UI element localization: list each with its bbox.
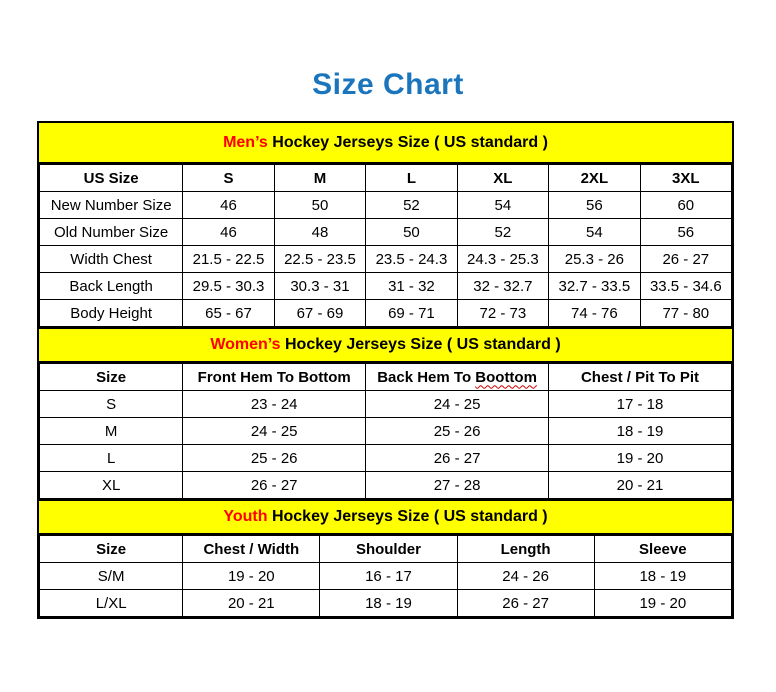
column-header-text: Back Hem To [377,368,476,386]
size-cell: 52 [366,192,457,219]
column-header [366,364,549,391]
row-label: XL [40,472,183,499]
youth-section-header [39,499,732,535]
row-label: New Number Size [40,192,183,219]
size-cell: 31 - 32 [366,273,457,300]
size-cell: 60 [640,192,731,219]
size-cell: 46 [183,192,274,219]
row-label: Width Chest [40,246,183,273]
row-label: L [40,445,183,472]
youth-header-row [40,536,732,563]
misspelled-word: Boottom [475,368,537,386]
size-cell: 77 - 80 [640,300,731,327]
size-cell: 50 [366,219,457,246]
column-header: XL [457,165,548,192]
size-cell: 21.5 - 22.5 [183,246,274,273]
table-row [40,219,732,246]
size-cell: 30.3 - 31 [274,273,365,300]
column-header: Chest / Pit To Pit [549,364,732,391]
table-row [40,300,732,327]
size-cell: 48 [274,219,365,246]
table-row [40,192,732,219]
size-cell: 54 [457,192,548,219]
row-label: L/XL [40,590,183,617]
youth-section-highlight: Youth [223,508,268,525]
size-cell: 56 [549,192,640,219]
column-header: S [183,165,274,192]
size-cell: 23 - 24 [183,391,366,418]
size-cell: 32 - 32.7 [457,273,548,300]
size-cell: 18 - 19 [549,418,732,445]
size-cell: 16 - 17 [320,563,457,590]
mens-size-table [39,164,732,327]
column-header: Size [40,364,183,391]
row-label: S/M [40,563,183,590]
row-label: M [40,418,183,445]
column-header: Shoulder [320,536,457,563]
size-cell: 54 [549,219,640,246]
size-cell: 67 - 69 [274,300,365,327]
mens-section-highlight: Men’s [223,134,268,151]
size-cell: 24.3 - 25.3 [457,246,548,273]
table-row [40,563,732,590]
column-header: US Size [40,165,183,192]
size-cell: 19 - 20 [183,563,320,590]
size-cell: 69 - 71 [366,300,457,327]
size-cell: 26 - 27 [640,246,731,273]
column-header: Chest / Width [183,536,320,563]
size-cell: 25.3 - 26 [549,246,640,273]
size-cell: 56 [640,219,731,246]
column-header: L [366,165,457,192]
womens-section-title-rest: Hockey Jerseys Size ( US standard ) [280,336,561,353]
size-cell: 18 - 19 [320,590,457,617]
column-header: 2XL [549,165,640,192]
mens-section-header [39,123,732,164]
size-cell: 17 - 18 [549,391,732,418]
row-label: S [40,391,183,418]
size-cell: 74 - 76 [549,300,640,327]
size-cell: 20 - 21 [549,472,732,499]
size-cell: 52 [457,219,548,246]
size-cell: 24 - 26 [457,563,594,590]
row-label: Body Height [40,300,183,327]
column-header: Size [40,536,183,563]
size-cell: 24 - 25 [183,418,366,445]
table-row [40,445,732,472]
size-cell: 29.5 - 30.3 [183,273,274,300]
size-cell: 25 - 26 [366,418,549,445]
youth-section-title-rest: Hockey Jerseys Size ( US standard ) [267,508,548,525]
size-cell: 32.7 - 33.5 [549,273,640,300]
size-cell: 50 [274,192,365,219]
size-chart-container [37,121,734,619]
column-header: Sleeve [594,536,731,563]
size-cell: 26 - 27 [183,472,366,499]
size-cell: 65 - 67 [183,300,274,327]
size-cell: 18 - 19 [594,563,731,590]
column-header: Length [457,536,594,563]
table-row [40,391,732,418]
table-row [40,418,732,445]
size-cell: 22.5 - 23.5 [274,246,365,273]
row-label: Old Number Size [40,219,183,246]
table-row [40,273,732,300]
size-cell: 23.5 - 24.3 [366,246,457,273]
column-header: Front Hem To Bottom [183,364,366,391]
mens-section-title-rest: Hockey Jerseys Size ( US standard ) [267,134,548,151]
youth-size-table [39,535,732,617]
table-row [40,246,732,273]
size-cell: 24 - 25 [366,391,549,418]
column-header: 3XL [640,165,731,192]
womens-header-row [40,364,732,391]
womens-size-table [39,363,732,499]
table-row [40,590,732,617]
row-label: Back Length [40,273,183,300]
column-header: M [274,165,365,192]
page-title: Size Chart [312,68,464,101]
size-cell: 25 - 26 [183,445,366,472]
size-cell: 33.5 - 34.6 [640,273,731,300]
size-cell: 72 - 73 [457,300,548,327]
size-cell: 19 - 20 [549,445,732,472]
size-cell: 26 - 27 [457,590,594,617]
womens-section-header [39,327,732,363]
table-row [40,472,732,499]
mens-header-row [40,165,732,192]
size-cell: 20 - 21 [183,590,320,617]
size-cell: 46 [183,219,274,246]
size-cell: 19 - 20 [594,590,731,617]
size-cell: 27 - 28 [366,472,549,499]
womens-section-highlight: Women’s [210,336,281,353]
size-cell: 26 - 27 [366,445,549,472]
